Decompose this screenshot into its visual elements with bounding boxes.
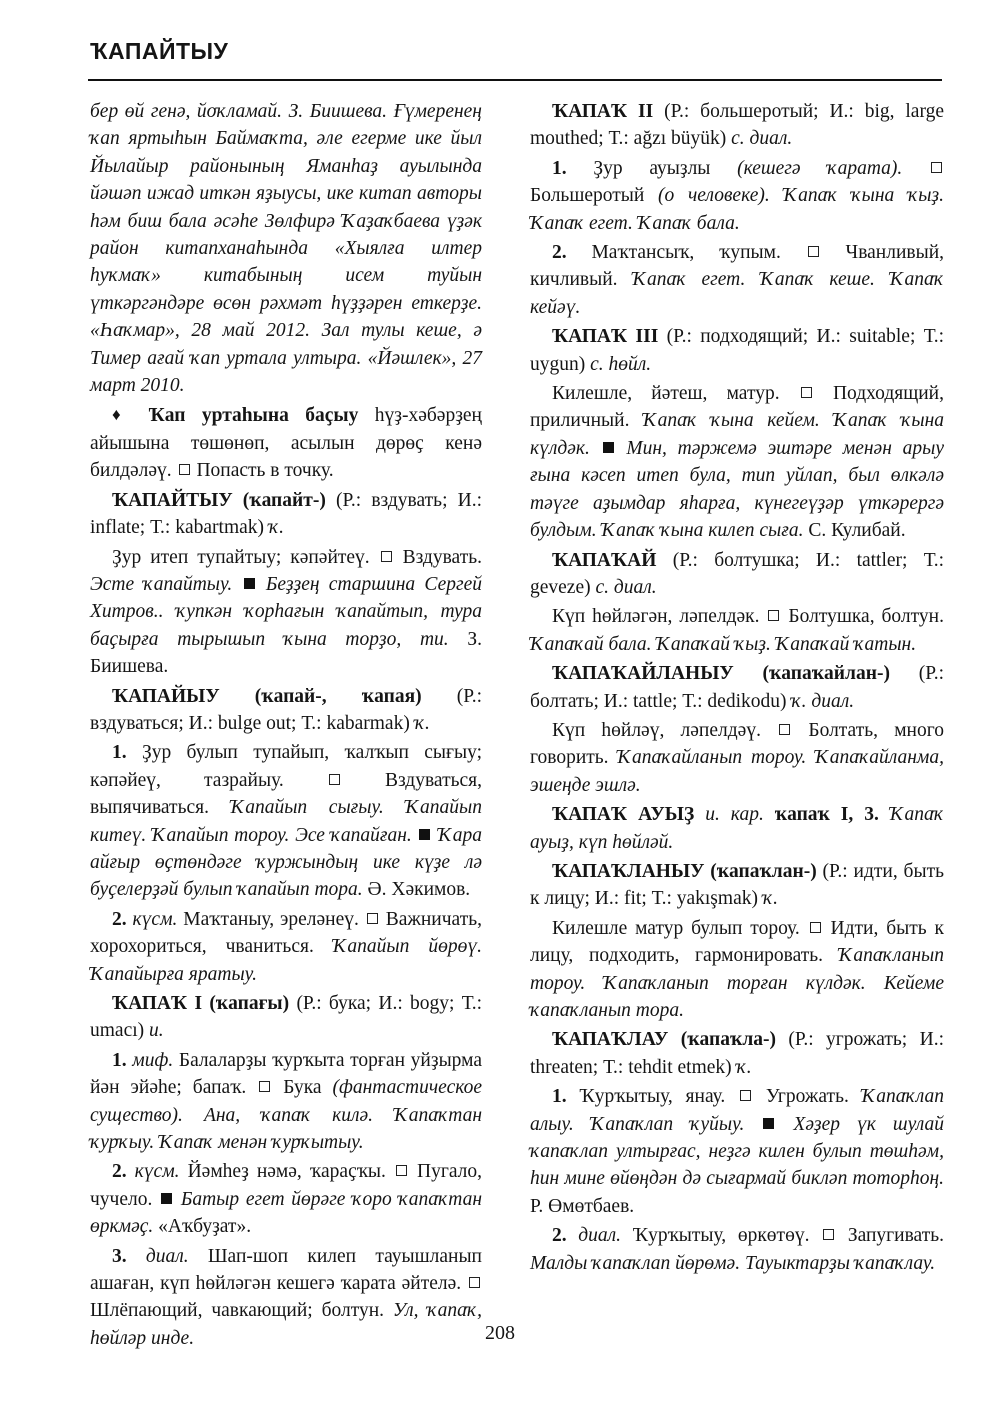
quotation: Беҙҙең старшина Сергей Хитров.. ҡупкән ҡорһағын ҡапайтып, тура баҫырға тырышып ҡына торҙо, ти. — [90, 573, 482, 650]
example: Ҡапаҡ ауыҙ, күп һөйләй. — [530, 804, 944, 853]
definition: Күп һөйләгән, ләпелдәк. — [552, 606, 767, 628]
equivalents: (Р.: болтать; И.: tattle; Т.: dedikodu) — [530, 663, 944, 712]
entry-continuation — [90, 98, 482, 399]
quotation: Ҡара айғыр өҫтөндәге ҡуржындың ике күҙе лә буҫелерҙәй булып ҡапайып тора. — [90, 824, 483, 901]
sense — [530, 1083, 944, 1220]
translation: Вздуваться, выпячиваться. — [90, 769, 482, 819]
example: Ҡапайып сығыу. Ҡапайып китеү. Ҡапайып тороу. Эсе ҡапайған. — [90, 797, 482, 846]
quotation: Батыр егет йөрәге ҡоро ҡапаҡтан өркмәҫ. — [90, 1188, 482, 1238]
example: Ҡапаҡ ҡына кейем. Ҡапаҡ ҡына күлдәк. — [530, 410, 944, 459]
translation: Шлёпающий, чавкающий; болтун. — [90, 1300, 393, 1322]
sense — [530, 603, 944, 658]
sense-number: 2. — [112, 908, 127, 930]
translation: Болтать, много говорить. — [530, 719, 944, 769]
headword: ҠАПАЙТЫУ (ҡапайт-) — [112, 489, 326, 511]
part-of-speech: ҡ. диал. — [791, 690, 855, 712]
part-of-speech: ҡ. — [268, 517, 285, 539]
square-icon — [808, 246, 819, 257]
sense-number: 3. — [112, 1245, 127, 1267]
square-icon — [259, 1081, 270, 1092]
translation: Бука — [283, 1077, 333, 1099]
usage-label: күсм. — [126, 1161, 180, 1183]
source: С. Кулибай. — [803, 520, 906, 542]
part-of-speech: с. диал. — [731, 128, 793, 150]
entry-kapayyu — [90, 683, 482, 738]
definition: Килешле, йәтеш, матур. — [552, 383, 799, 405]
black-square-icon — [161, 1193, 172, 1204]
translation: Идти, быть к лицу, подходить, гармонировать. — [530, 917, 945, 967]
entry-kapaklau — [530, 1026, 944, 1081]
translation-note: (фантастическое существо). — [90, 1077, 483, 1126]
translation: Подходящий, приличный. — [530, 383, 944, 432]
equivalents: (Р.: вздувать; И.: inflate; Т.: kabartmak) — [90, 489, 482, 539]
square-icon — [469, 1277, 480, 1288]
headword: ҠАПАЙЫУ (ҡапай-, ҡапая) — [112, 685, 422, 707]
example: Ҡапаҡайланып тороу. Ҡапаҡайланма, эшеңде эшлә. — [530, 747, 944, 796]
equivalents: (Р.: болтушка; И.: tattler; Т.: geveze) — [530, 549, 944, 598]
translation: Чванливый, кичливый. — [530, 242, 945, 291]
example: Ҡапаҡ егет. Ҡапаҡ кеше. Ҡапаҡ кейәү. — [530, 269, 944, 318]
translation: Болтушка, болтун. — [788, 606, 944, 628]
equivalents: (Р.: идти, быть к лицу; И.: fit; Т.: yakışmak) — [530, 860, 944, 910]
sense — [530, 239, 944, 321]
equivalents: (Р.: бука; И.: bogy; Т.: umacı) — [90, 993, 482, 1042]
usage-label: диал. — [126, 1245, 189, 1267]
square-icon — [396, 1165, 407, 1176]
equivalents: (Р.: вздуваться; И.: bulge out; Т.: kabarmak) — [90, 685, 482, 734]
entry-text: бер өй генә, йоҡламай. З. Биишева. Ғүмеренең ҡап яртыһын Баймаҡта, әле егерме ике йыл Йылайыр районының Яманһаҙ ауылында йәшәп ижад иткән яҙыусы, ике китап авторы һәм биш бала әсәһе Зөлфирә Ҡаҙаҡбаева үҙәк район китапханаһында «Хыялға илтер һуҡмаҡ» китабының исем туйын үткәргәндәре өсөн рәхмәт һүҙҙәрен еткерҙе. «Һаҡмар», 28 май 2012. Зал тулы кеше, ә Тимер ағай ҡап уртала ултыра. «Йәшлек», 27 март 2010. — [90, 101, 482, 397]
sense — [90, 906, 482, 988]
definition: Шап-шоп килеп тауышланып ашаған, күп һөйләгән кешегә ҡарата әйтелә. — [90, 1245, 482, 1295]
sense — [530, 1222, 944, 1277]
definition: Маҡтансыҡ, ҡупым. — [566, 242, 806, 264]
left-column — [90, 98, 482, 1354]
sense-number: 2. — [112, 1161, 127, 1183]
sense — [90, 1158, 482, 1240]
example: Эсте ҡапайтыу. — [90, 573, 242, 595]
definition: Балаларҙы ҡурҡыта торған уйҙырма йән эйәһе; бапаҡ. — [90, 1049, 482, 1099]
definition: Ҙур ауыҙлы — [566, 157, 738, 179]
page-number: 208 — [485, 1322, 515, 1344]
headword: ҠАПАҠАЙЛАНЫУ (ҡапаҡайлан-) — [552, 663, 890, 685]
square-icon — [823, 1229, 834, 1240]
equivalents: (Р.: большеротый; И.: big, large mouthed; Т.: ağzı büyük) — [530, 101, 944, 150]
translation: Вздувать. — [402, 546, 482, 568]
headword: ҠАПАҠ I (ҡапағы) — [112, 993, 290, 1014]
headword: ҠАПАҠЛАНЫУ (ҡапаҡлан-) — [552, 860, 817, 882]
sense — [90, 739, 482, 903]
entry-kapaklanyu — [530, 858, 944, 913]
translation-note: (о человеке). — [658, 185, 784, 207]
part-of-speech: ҡ. — [736, 1056, 752, 1078]
entry-kapak-3 — [530, 323, 944, 378]
source: Ә. Хәкимов. — [362, 879, 471, 901]
black-square-icon — [419, 829, 430, 840]
square-icon — [381, 551, 392, 562]
equivalents: (Р.: подходящий; И.: suitable; Т.: uygun) — [530, 326, 945, 375]
sense-number: 1. — [552, 157, 567, 179]
entry-kapak-auyz — [530, 801, 944, 856]
definition: Йәмһеҙ нәмә, ҡараҫҡы. — [179, 1161, 394, 1183]
square-icon — [179, 464, 190, 475]
part-of-speech: ҡ. — [762, 888, 779, 910]
translation: Угрожать. — [765, 1086, 862, 1108]
equivalents: (Р.: угрожать; И.: threaten; Т.: tehdit etmek) — [530, 1029, 944, 1078]
example: Ҡапаҡланып тороу. Ҡапаҡланып торған күлдәк. Кейеме ҡапаҡланып тора. — [530, 945, 944, 1021]
square-icon — [329, 774, 340, 785]
definition: Ҡурҡытыу, янау. — [566, 1086, 739, 1108]
sense — [530, 717, 944, 799]
entry-kapaytyu — [90, 487, 482, 542]
header-rule — [88, 79, 942, 81]
example: Ҡапайып йөрөү. Ҡапайырға яратыу. — [90, 936, 482, 985]
definition: Ҡурҡытыу, өркөтөү. — [621, 1225, 822, 1247]
sense-number: 2. — [552, 1225, 567, 1247]
headword: ҠАПАҠАЙ — [552, 549, 657, 571]
definition: һүҙ-хәбәрҙең айышына төшөнөп, асылын дөрөҫ кенә билдәләү. — [90, 405, 482, 482]
definition: Күп һөйләү, ләпелдәү. — [552, 719, 778, 741]
running-head: ҠАПАЙТЫУ — [90, 38, 229, 64]
black-square-icon — [763, 1118, 774, 1129]
part-of-speech: с. һөйл. — [590, 353, 652, 375]
definition: Килешле матур булып тороу. — [552, 917, 808, 939]
quotation: Хәҙер үк шулай ҡапаҡлап ултырғас, неҙгә килен булып төшһәм, һин мине өйөңдән дә сығармай бикләп тоторһоң. — [530, 1113, 944, 1190]
entry-kapak-2 — [530, 98, 944, 153]
entry-kapak-1 — [90, 990, 482, 1045]
definition: Ҙур итеп тупайтыу; кәпәйтеү. — [112, 546, 379, 568]
source: Р. Өмөтбаев. — [530, 1195, 635, 1217]
right-column — [530, 98, 944, 1279]
part-of-speech: с. диал. — [595, 576, 657, 598]
square-icon — [768, 610, 779, 621]
entry-kapakaylanyu — [530, 660, 944, 715]
usage-label: диал. — [566, 1225, 622, 1247]
example: Ана, ҡапаҡ килә. Ҡапаҡтан ҡурҡыу. Ҡапаҡ менән ҡурҡытыу. — [90, 1104, 482, 1154]
square-icon — [931, 162, 942, 173]
idiom-entry — [90, 401, 482, 484]
source: З. Биишева. — [90, 628, 482, 678]
definition-note: (кешегә ҡарата). — [737, 157, 903, 179]
definition: Ҙур булып тупайып, ҡалҡып сығыу; кәпәйеү, тазрайыу. — [90, 742, 482, 791]
source: «Аҡбуҙат». — [153, 1216, 252, 1238]
example: Ҡапаҡ ҡына ҡыҙ. Ҡапаҡ егет. Ҡапаҡ бала. — [530, 185, 944, 234]
diamond-icon: ♦ — [112, 405, 133, 425]
translation: Запугивать. — [847, 1225, 944, 1247]
translation: Попасть в точку. — [196, 460, 334, 482]
translation: Пугало, чучело. — [90, 1161, 483, 1210]
sense — [530, 915, 944, 1025]
usage-label: и. кар. — [694, 804, 775, 826]
part-of-speech: и. — [149, 1020, 164, 1042]
sense — [90, 544, 482, 681]
headword: ҠАПАҠ III — [552, 326, 659, 348]
example: Ҡапаҡай бала. Ҡапаҡай ҡыҙ. Ҡапаҡай ҡатын. — [530, 633, 917, 655]
square-icon — [740, 1090, 751, 1101]
idiom-headword: Ҡап уртаһына баҫыу — [148, 405, 359, 427]
sense — [530, 380, 944, 544]
square-icon — [779, 724, 790, 735]
cross-reference[interactable]: ҡапаҡ I, 3. — [774, 804, 890, 826]
sense-number: 1. — [112, 1049, 127, 1071]
sense-number: 1. — [552, 1086, 567, 1108]
headword: ҠАПАҠ II — [552, 101, 654, 122]
black-square-icon — [603, 442, 614, 453]
entry-kapakay — [530, 547, 944, 602]
example: Малды ҡапаҡлап йөрөмә. Тауыктарҙы ҡапаҡлау. — [530, 1252, 936, 1274]
translation: Важничать, хорохориться, чваниться. — [90, 908, 482, 958]
usage-label: күсм. — [126, 908, 178, 930]
example: Ул, ҡапаҡ, һөйләр инде. — [90, 1300, 483, 1349]
square-icon — [801, 387, 812, 398]
part-of-speech: ҡ. — [414, 712, 430, 734]
translation: Большеротый — [530, 185, 659, 207]
black-square-icon — [244, 578, 255, 589]
sense-number: 2. — [552, 242, 567, 264]
definition: Маҡтаныу, эреләнеү. — [177, 908, 365, 930]
sense-number: 1. — [112, 742, 127, 764]
sense — [530, 155, 944, 237]
headword: ҠАПАҠЛАУ (ҡапаҡла-) — [552, 1029, 777, 1051]
sense — [90, 1047, 482, 1157]
example: Ҡапаҡлап алыу. Ҡапаҡлап ҡуйыу. — [530, 1086, 944, 1135]
square-icon — [810, 922, 821, 933]
square-icon — [367, 913, 378, 924]
quotation: Мин, тәржемә эштәре менән арыу ғына кәсеп итеп була, тип уйлап, был өлкәлә тәүге аҙымдар яһарға, күнегеүҙәр үткәрергә булдым. Ҡапаҡ ҡына килеп сыға. — [530, 437, 944, 542]
usage-label: миф. — [126, 1049, 174, 1071]
headword: ҠАПАҠ АУЫҘ — [552, 804, 695, 826]
